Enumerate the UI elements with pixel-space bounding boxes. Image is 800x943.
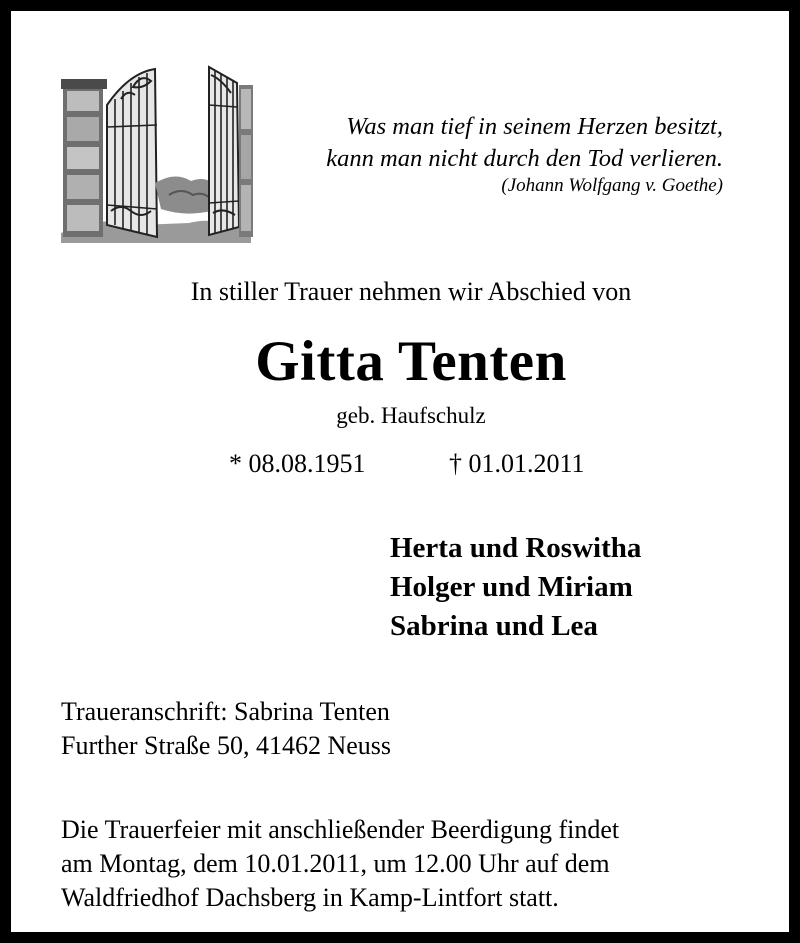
deceased-name: Gitta Tenten — [255, 330, 567, 393]
mourner-entry: Herta und Roswitha — [390, 532, 642, 564]
mourner-entry: Holger und Miriam — [390, 571, 633, 603]
quote-author: (Johann Wolfgang v. Goethe) — [501, 175, 723, 196]
mourners-list — [390, 529, 641, 646]
address-line: Traueranschrift: Sabrina Tenten — [61, 697, 390, 726]
quote-line: Was man tief in seinem Herzen besitzt, — [346, 113, 723, 140]
funeral-notice — [61, 813, 619, 915]
condolence-address — [61, 695, 391, 763]
goethe-quote — [223, 111, 723, 199]
intro-text: In stiller Trauer nehmen wir Abschied von — [190, 277, 632, 306]
birth-date: * 08.08.1951 — [229, 449, 366, 478]
maiden-name: geb. Haufschulz — [336, 403, 486, 428]
death-date: † 01.01.2011 — [449, 449, 585, 478]
quote-line: kann man nicht durch den Tod verlieren. — [326, 145, 723, 172]
funeral-line: Waldfriedhof Dachsberg in Kamp-Lintfort statt. — [61, 883, 559, 912]
mourner-entry: Sabrina und Lea — [390, 610, 598, 642]
funeral-line: Die Trauerfeier mit anschließender Beerdigung findet — [61, 815, 620, 844]
address-line: Further Straße 50, 41462 Neuss — [61, 731, 392, 760]
funeral-line: am Montag, dem 10.01.2011, um 12.00 Uhr auf dem — [61, 849, 610, 878]
